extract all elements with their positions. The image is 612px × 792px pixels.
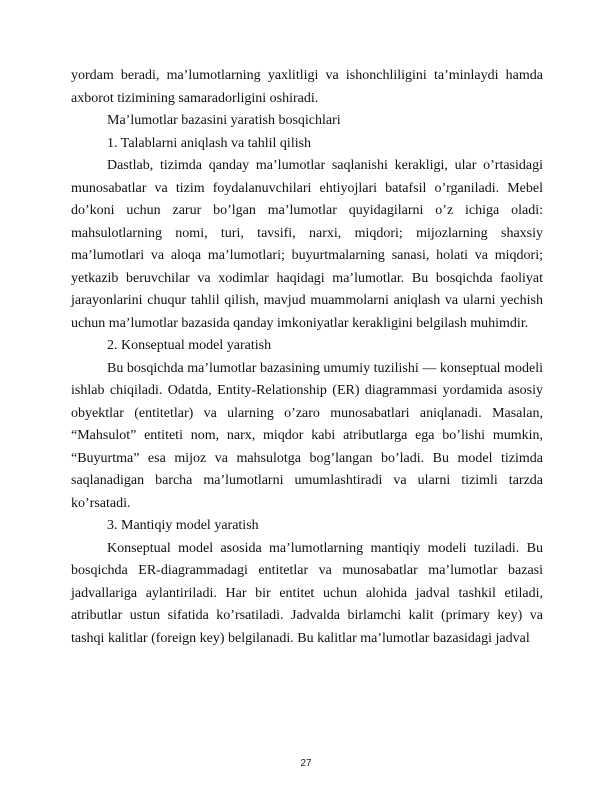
subheading-requirements: 1. Talablarni aniqlash va tahlil qilish [107, 135, 312, 151]
document-body [71, 65, 543, 650]
paragraph-requirements: Dastlab, tizimda qanday ma’lumotlar saqlanishi kerakligi, ular o’rtasidagi munosabatlar va tizim foydalanuvchilari ehtiyojlari batafsil o’rganiladi. Mebel do’koni uchun zarur bo’lgan ma’lumotlar quyidagilarni o’z ichiga oladi: mahsulotlarning nomi, turi, tavsifi, narxi, miqdori; mijozlarning shaxsiy ma’lumotlari va aloqa ma’lumotlari; buyurtmalarning sanasi, holati va miqdori; yetkazib beruvchilar va xodimlar haqidagi ma’lumotlar. Bu bosqichda faoliyat jarayonlarini chuqur tahlil qilish, mavjud muammolarni aniqlash va ularni yechish uchun ma’lumotlar bazasida qanday imkoniyatlar kerakligini belgilash muhimdir. [71, 158, 543, 331]
subheading-conceptual-model: 2. Konseptual model yaratish [107, 338, 272, 353]
paragraph-continuation: yordam beradi, ma’lumotlarning yaxlitligi va ishonchliligini ta’minlaydi hamda axborot tizimining samaradorligini oshiradi. [71, 68, 543, 106]
section-heading-stages: Ma’lumotlar bazasini yaratish bosqichlari [107, 113, 341, 128]
page-number: 27 [300, 758, 312, 769]
subheading-logical-model: 3. Mantiqiy model yaratish [107, 518, 259, 533]
paragraph-conceptual-model: Bu bosqichda ma’lumotlar bazasining umumiy tuzilishi — konseptual modeli ishlab chiqiladi. Odatda, Entity-Relationship (ER) diagrammasi yordamida asosiy obyektlar (entitetlar) va ularning o’zaro munosabatlari aniqlanadi. Masalan, “Mahsulot” entiteti nom, narx, miqdor kabi atributlarga ega bo’lishi mumkin, “Buyurtma” esa mijoz va mahsulotga bog’langan bo’ladi. Bu model tizimda saqlanadigan barcha ma’lumotlarni umumlashtiradi va ularni tizimli tarzda ko’rsatadi. [71, 360, 543, 511]
paragraph-logical-model: Konseptual model asosida ma’lumotlarning mantiqiy modeli tuziladi. Bu bosqichda ER-diagrammadagi entitetlar va munosabatlar ma’lumotlar bazasi jadvallariga aylantiriladi. Har bir entitet uchun alohida jadval tashkil etiladi, atributlar ustun sifatida ko’rsatiladi. Jadvalda birlamchi kalit (primary key) va tashqi kalitlar (foreign key) belgilanadi. Bu kalitlar ma’lumotlar bazasidagi jadval [71, 540, 543, 646]
